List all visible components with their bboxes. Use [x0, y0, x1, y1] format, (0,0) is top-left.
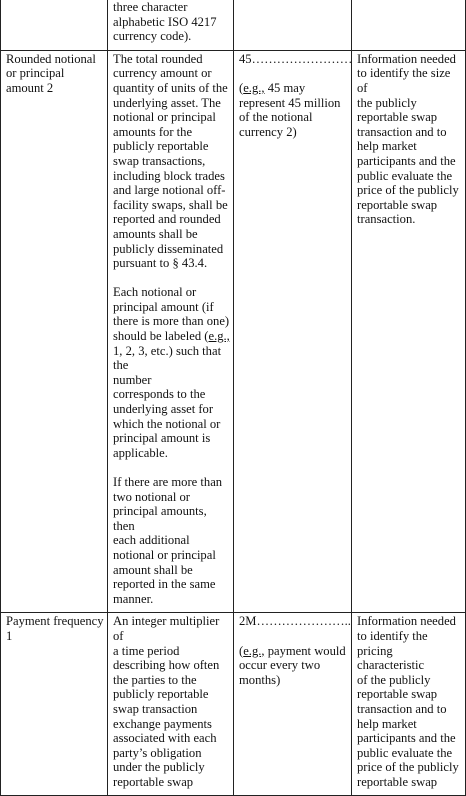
eg-abbreviation: e.g., [208, 329, 230, 344]
rationale-cell [352, 613, 466, 796]
field-name-cell [1, 0, 108, 50]
rationale-cell [352, 0, 466, 50]
example-value: 2M………………….. [239, 614, 351, 629]
field-name: Payment frequency 1 [6, 614, 104, 643]
description-paragraph: If there are more than two notional or principal amounts, then each additional notional or principal amount shall be reported in the same manner. [113, 475, 223, 606]
eg-abbreviation: e.g., [243, 80, 265, 95]
table-row [1, 613, 466, 796]
field-name-cell [1, 50, 108, 613]
example-explanation: (e.g., 45 may represent 45 million of the notional currency 2) [239, 80, 341, 139]
eg-abbreviation: e.g., [243, 643, 265, 658]
example-value: 45…………………… [239, 51, 353, 66]
description-cell [108, 613, 234, 796]
example-note: 45 may represent 45 million of the notional currency 2) [239, 80, 341, 139]
description-paragraph: An integer multiplier of a time period describing how often the parties to the publicly reportable swap transaction exchange payments associated with each party’s obligation under the publicly reportable swap [113, 614, 220, 789]
example-cell [234, 50, 352, 613]
example-cell [234, 0, 352, 50]
example-explanation: (e.g., payment would occur every two months) [239, 643, 346, 687]
description-paragraph: three character alphabetic ISO 4217 currency code). [113, 0, 217, 44]
description-cell [108, 0, 234, 50]
field-name-cell [1, 613, 108, 796]
rationale-cell [352, 50, 466, 613]
description-cell [108, 50, 234, 613]
rationale-text: Information needed to identify the size of the publicly reportable swap transaction and to help market participants and the public evaluate the price of the publicly reportable swap transaction. [357, 51, 459, 227]
table-row [1, 50, 466, 613]
field-name: Rounded notional or principal amount 2 [6, 51, 96, 95]
table-row [1, 0, 466, 50]
description-paragraph: Each notional or principal amount (if there is more than one) should be labeled (e.g., 1, 2, 3, etc.) such that the number corresponds to the underlying asset for which the notional or principal amount is applicable. [113, 285, 230, 460]
description-paragraph: The total rounded currency amount or quantity of units of the underlying asset. The notional or principal amounts for the publicly reportable swap transactions, including block trades and large notional off- facility swaps, shall be reported and rounded amounts shall be publicly disseminated pursuant to § 43.4. [113, 51, 228, 271]
example-cell [234, 613, 352, 796]
example-note: payment would occur every two months) [239, 643, 346, 687]
rationale-text: Information needed to identify the pricing characteristic of the publicly reportable swap transaction and to help market participants and the public evaluate the price of the publicly reportable swap [357, 614, 459, 789]
